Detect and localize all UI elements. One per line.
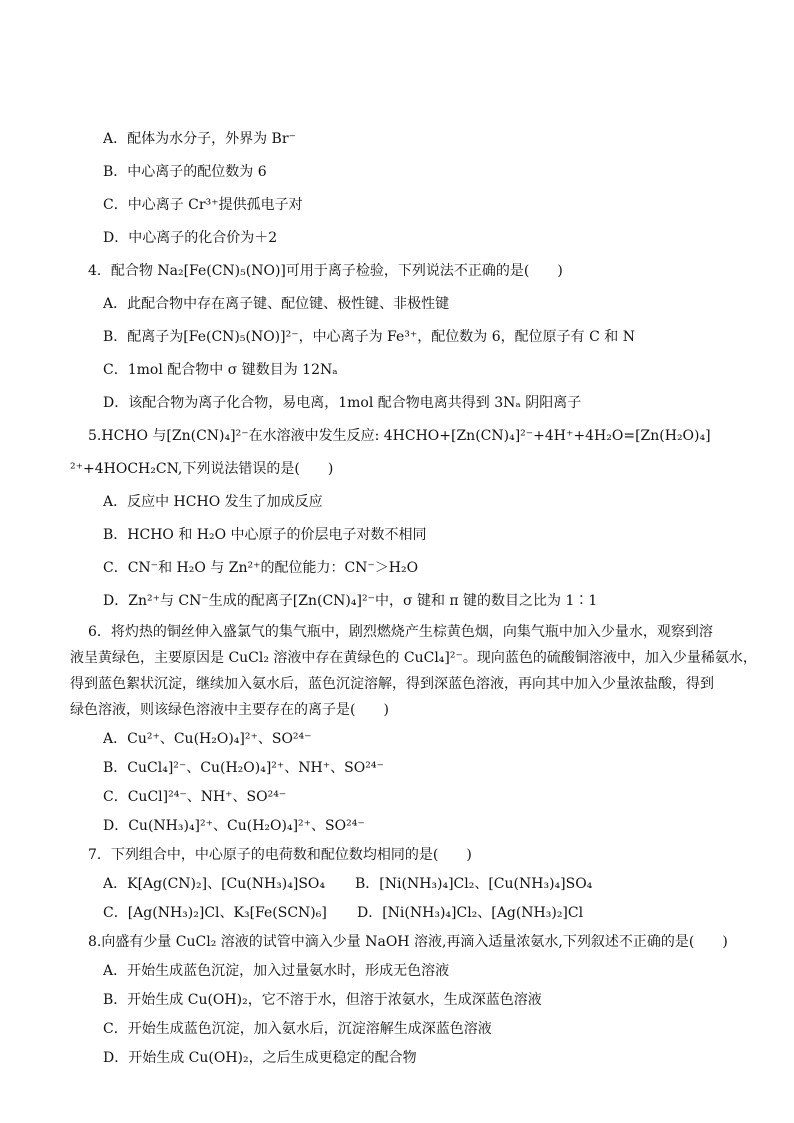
q7-option-b: B．[Ni(NH₃)₄]Cl₂、[Cu(NH₃)₄]SO₄: [355, 876, 593, 892]
q7-option-c: C．[Ag(NH₃)₂]Cl、K₃[Fe(SCN)₆]: [103, 905, 327, 921]
q7-option-a: A．K[Ag(CN)₂]、[Cu(NH₃)₄]SO₄: [103, 876, 326, 892]
q5-stem-line2: ²⁺+4HOCH₂CN,下列说法错误的是( ): [70, 461, 334, 477]
q5-stem-line1: 5.HCHO 与[Zn(CN)₄]²⁻在水溶液中发生反应: 4HCHO+[Zn(CN)₄]²⁻+4H⁺+4H₂O=[Zn(H₂O)₄]: [88, 428, 711, 444]
q4-option-c: C．1mol 配合物中 σ 键数目为 12Nₐ: [103, 362, 338, 378]
q6-option-b: B．CuCl₄]²⁻、Cu(H₂O)₄]²⁺、NH⁺、SO²⁴⁻: [103, 760, 384, 776]
q4-option-d: D．该配合物为离子化合物，易电离，1mol 配合物电离共得到 3Nₐ 阴阳离子: [103, 395, 582, 411]
q6-option-a: A．Cu²⁺、Cu(H₂O)₄]²⁺、SO²⁴⁻: [103, 731, 312, 747]
q8-stem: 8.向盛有少量 CuCl₂ 溶液的试管中滴入少量 NaOH 溶液,再滴入适量浓氨水,下列叙述不正确的是( ): [88, 934, 728, 950]
q4-option-a: A．此配合物中存在离子键、配位键、极性键、非极性键: [103, 296, 450, 312]
q3-option-d: D．中心离子的化合价为＋2: [103, 230, 278, 246]
q4-stem: 4．配合物 Na₂[Fe(CN)₅(NO)]可用于离子检验，下列说法不正确的是( ): [88, 263, 563, 279]
q6-option-c: C．CuCl]²⁴⁻、NH⁺、SO²⁴⁻: [103, 789, 287, 805]
q5-option-a: A．反应中 HCHO 发生了加成反应: [103, 494, 323, 510]
q4-option-b: B．配离子为[Fe(CN)₅(NO)]²⁻，中心离子为 Fe³⁺，配位数为 6，配位原子有 C 和 N: [103, 329, 635, 345]
q3-option-b: B．中心离子的配位数为 6: [103, 164, 267, 180]
q8-option-b: B．开始生成 Cu(OH)₂，它不溶于水，但溶于浓氨水，生成深蓝色溶液: [103, 992, 542, 1008]
q8-option-c: C．开始生成蓝色沉淀，加入氨水后，沉淀溶解生成深蓝色溶液: [103, 1021, 492, 1037]
q8-option-a: A．开始生成蓝色沉淀，加入过量氨水时，形成无色溶液: [103, 963, 450, 979]
q6-stem-line4: 绿色溶液，则该绿色溶液中主要存在的离子是( ): [70, 702, 389, 718]
q6-stem-line2: 液呈黄绿色，主要原因是 CuCl₂ 溶液中存在黄绿色的 CuCl₄]²⁻。现向蓝色的硫酸铜溶液中，加入少量稀氨水，: [70, 650, 757, 666]
q7-option-d: D．[Ni(NH₃)₄]Cl₂、[Ag(NH₃)₂]Cl: [357, 905, 584, 921]
q6-stem-line1: 6．将灼热的铜丝伸入盛氯气的集气瓶中，剧烈燃烧产生棕黄色烟，向集气瓶中加入少量水，观察到溶: [88, 624, 713, 640]
q7-stem: 7．下列组合中，中心原子的电荷数和配位数均相同的是( ): [88, 847, 472, 863]
q3-option-a: A．配体为水分子，外界为 Br⁻: [103, 131, 296, 147]
q8-option-d: D．开始生成 Cu(OH)₂，之后生成更稳定的配合物: [103, 1050, 417, 1066]
q5-option-c: C．CN⁻和 H₂O 与 Zn²⁺的配位能力：CN⁻＞H₂O: [103, 560, 419, 576]
q6-option-d: D．Cu(NH₃)₄]²⁺、Cu(H₂O)₄]²⁺、SO²⁴⁻: [103, 818, 365, 834]
q3-option-c: C．中心离子 Cr³⁺提供孤电子对: [103, 197, 303, 213]
q5-option-b: B．HCHO 和 H₂O 中心原子的价层电子对数不相同: [103, 527, 427, 543]
q6-stem-line3: 得到蓝色絮状沉淀，继续加入氨水后，蓝色沉淀溶解，得到深蓝色溶液，再向其中加入少量浓盐酸，得到: [70, 676, 714, 692]
q5-option-d: D．Zn²⁺与 CN⁻生成的配离子[Zn(CN)₄]²⁻中，σ 键和 π 键的数目之比为 1∶1: [103, 593, 598, 609]
